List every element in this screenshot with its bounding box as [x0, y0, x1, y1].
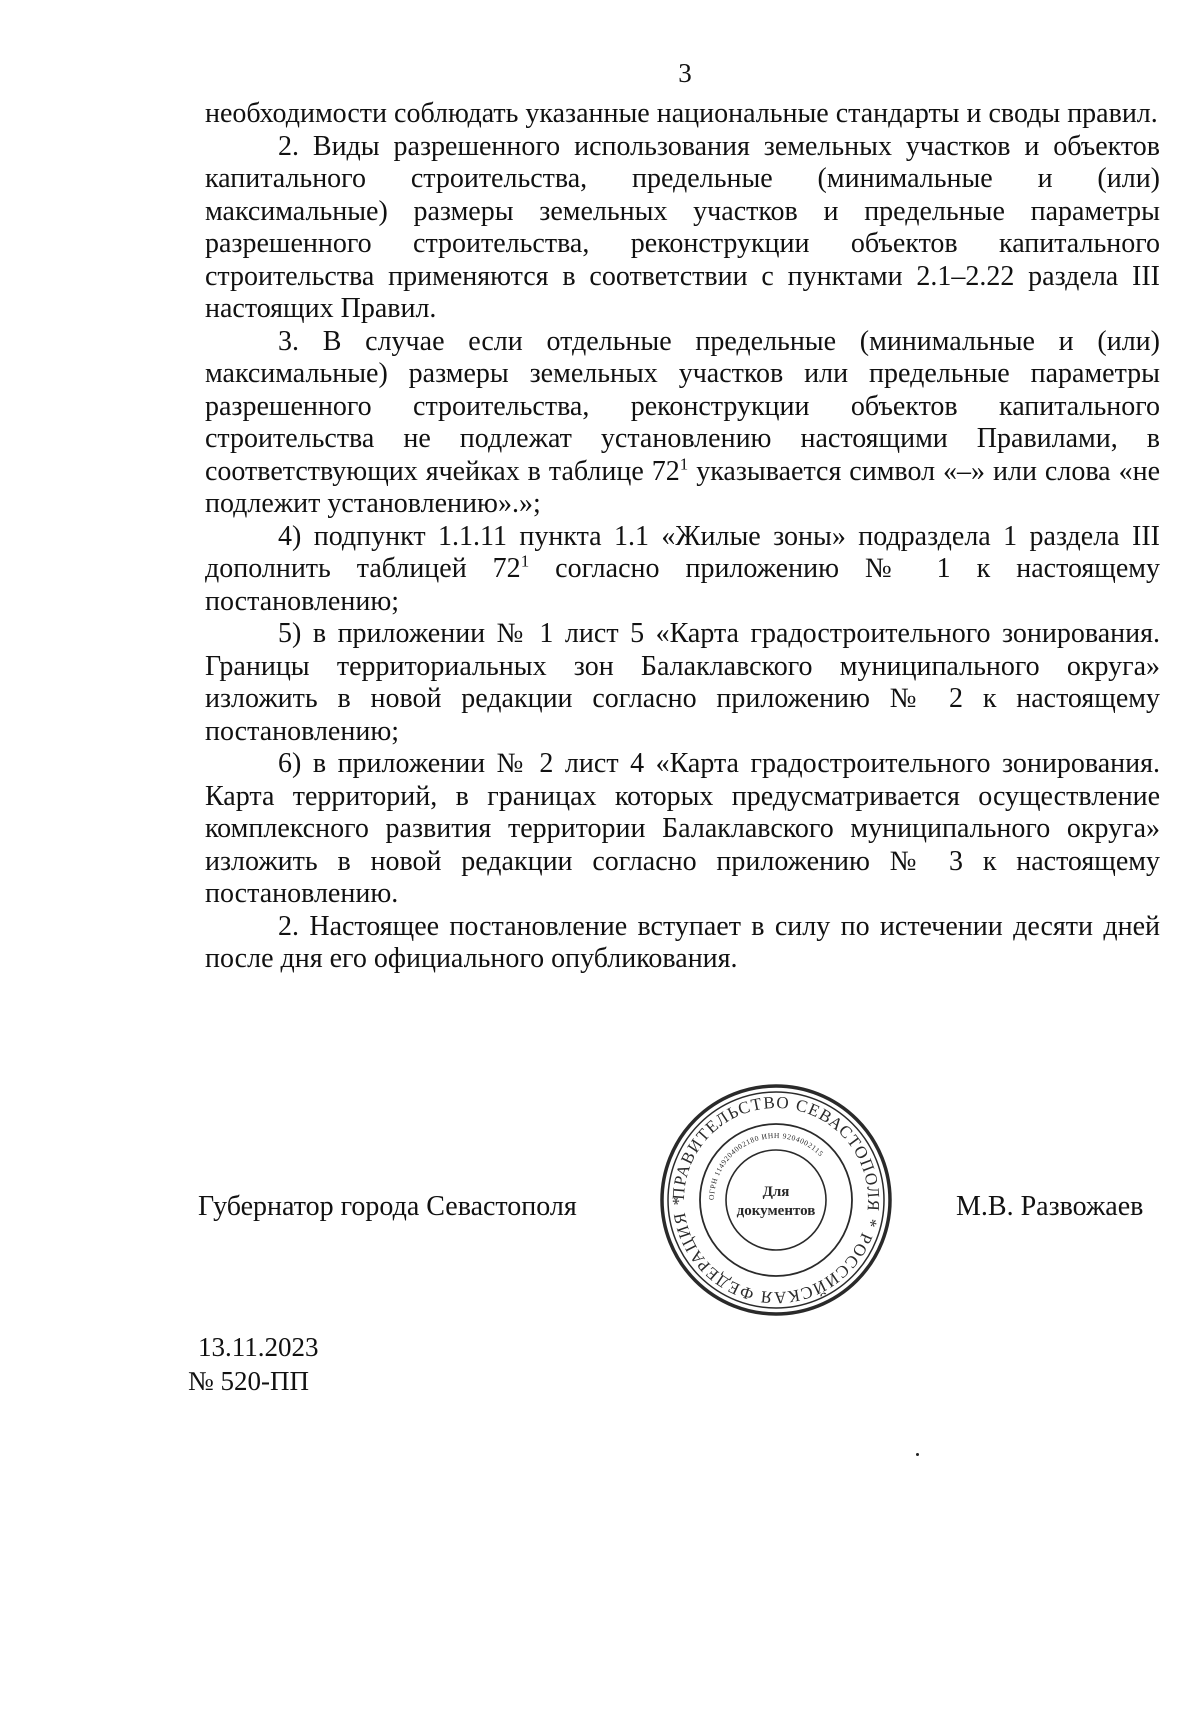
document-date: 13.11.2023: [198, 1332, 319, 1362]
superscript: 1: [520, 551, 530, 571]
seal-outer-text: ПРАВИТЕЛЬСТВО СЕВАСТОПОЛЯ * РОССИЙСКАЯ ФЕДЕРАЦИЯ *: [668, 1092, 884, 1308]
paragraph: 4) подпункт 1.1.11 пункта 1.1 «Жилые зоны» подраздела 1 раздела III дополнить таблицей $72^1$ согласно приложению № 1 к настоящему постановлению;: [205, 520, 1160, 617]
page-number: 3: [678, 58, 692, 88]
superscript: 1: [679, 454, 689, 474]
paragraph: 5) в приложении № 1 лист 5 «Карта градостроительного зонирования. Границы территориальных зон Балаклавского муниципального округа» изложить в новой редакции согласно приложению № 2 к настоящему постановлению;: [205, 618, 1160, 747]
seal-ogrn-text: ОГРН 1149204002180 ИНН 9204002115: [706, 1130, 826, 1201]
seal-middle-ring: [700, 1124, 852, 1276]
seal-center-line-1: Для: [762, 1184, 790, 1200]
document-number: № 520-ПП: [188, 1366, 309, 1396]
paragraph: необходимости соблюдать указанные национальные стандарты и своды правил.: [205, 98, 1158, 129]
paragraph: 3. В случае если отдельные предельные (минимальные и (или) максимальные) размеры земельных участков или предельные параметры разрешенного строительства, реконструкции объектов капитального строительства не подлежат установлению настоящими Правилами, в соответствующих ячейках в таблице $72^1$ указывается символ «–» или слова «не подлежит установлению».»;: [205, 325, 1161, 519]
signature-title: Губернатор города Севастополя: [198, 1191, 577, 1222]
scan-speck: [916, 1453, 919, 1456]
body-text: [205, 98, 1160, 976]
signature-name: М.В. Развожаев: [956, 1191, 1144, 1222]
paragraph: 2. Виды разрешенного использования земельных участков и объектов капитального строительства, предельные (минимальные и (или) максимальные) размеры земельных участков и предельные параметры разрешенного строительства, реконструкции объектов капитального строительства применяются в соответствии с пунктами 2.1–2.22 раздела III настоящих Правил.: [205, 130, 1160, 324]
paragraph: 6) в приложении № 2 лист 4 «Карта градостроительного зонирования. Карта территорий, в границах которых предусматривается осуществление комплексного развития территории Балаклавского муниципального округа» изложить в новой редакции согласно приложению № 3 к настоящему постановлению.: [205, 748, 1160, 909]
seal-outer-ring: [662, 1086, 890, 1314]
seal-center-line-2: документов: [736, 1203, 816, 1219]
paragraph: 2. Настоящее постановление вступает в силу по истечении десяти дней после дня его официального опубликования.: [205, 910, 1160, 974]
official-seal: [656, 1080, 896, 1320]
seal-inner-ring: [726, 1150, 826, 1250]
